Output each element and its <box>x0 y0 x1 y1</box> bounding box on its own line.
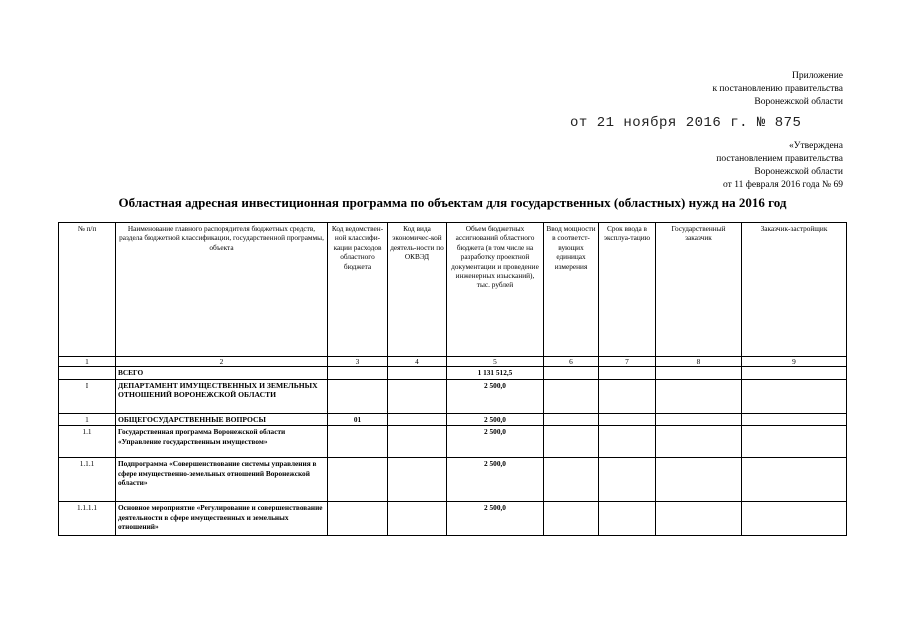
table-row <box>59 413 847 425</box>
table-row <box>59 458 847 502</box>
row-number: 1 <box>59 413 116 425</box>
row-capacity <box>544 367 599 379</box>
row-term <box>599 502 656 536</box>
column-number: 8 <box>656 357 742 367</box>
column-number: 1 <box>59 357 116 367</box>
row-name: Государственная программа Воронежской области «Управление государственным имуществом» <box>116 426 328 458</box>
header-cell: № п/п <box>59 223 116 357</box>
column-number: 3 <box>328 357 388 367</box>
row-amount: 2 500,0 <box>447 502 544 536</box>
row-term <box>599 379 656 413</box>
row-developer <box>742 458 847 502</box>
row-amount: 2 500,0 <box>447 426 544 458</box>
row-number: 1.1.1.1 <box>59 502 116 536</box>
row-name: Подпрограмма «Совершенствование системы управления в сфере имущественно-земельных отношений Воронежской области» <box>116 458 328 502</box>
header-cell: Код вида экономичес-кой деятель-ности по ОКВЭД <box>388 223 447 357</box>
row-developer <box>742 413 847 425</box>
row-code-vedom <box>328 458 388 502</box>
row-customer <box>656 502 742 536</box>
column-number: 4 <box>388 357 447 367</box>
row-term <box>599 367 656 379</box>
row-customer <box>656 379 742 413</box>
row-capacity <box>544 379 599 413</box>
row-developer <box>742 426 847 458</box>
row-code-vedom <box>328 426 388 458</box>
row-amount: 1 131 512,5 <box>447 367 544 379</box>
header-cell: Срок ввода в эксплуа-тацию <box>599 223 656 357</box>
row-term <box>599 413 656 425</box>
row-code-okved <box>388 458 447 502</box>
document-title: Областная адресная инвестиционная программа по объектам для государственных (областных) нужд на 2016 год <box>118 195 787 210</box>
table-row <box>59 426 847 458</box>
column-number: 2 <box>116 357 328 367</box>
row-developer <box>742 379 847 413</box>
column-number-row <box>59 357 847 367</box>
row-capacity <box>544 413 599 425</box>
row-name: ДЕПАРТАМЕНТ ИМУЩЕСТВЕННЫХ И ЗЕМЕЛЬНЫХ ОТНОШЕНИЙ ВОРОНЕЖСКОЙ ОБЛАСТИ <box>116 379 328 413</box>
row-name: ОБЩЕГОСУДАРСТВЕННЫЕ ВОПРОСЫ <box>116 413 328 425</box>
approval-note <box>716 140 843 192</box>
row-amount: 2 500,0 <box>447 379 544 413</box>
row-code-vedom <box>328 379 388 413</box>
row-number: 1.1 <box>59 426 116 458</box>
row-code-vedom <box>328 367 388 379</box>
header-cell: Код ведомствен-ной классифи-кации расходов областного бюджета <box>328 223 388 357</box>
resolution-date-stamp: от 21 ноября 2016 г. № 875 <box>570 115 802 131</box>
approval-line-4: от 11 февраля 2016 года № 69 <box>723 180 843 190</box>
investment-program-table <box>58 222 847 536</box>
row-code-okved <box>388 502 447 536</box>
table-row <box>59 367 847 379</box>
row-customer <box>656 367 742 379</box>
row-code-okved <box>388 367 447 379</box>
row-number: I <box>59 379 116 413</box>
approval-line-2: постановлением правительства <box>716 154 843 164</box>
header-cell: Государственный заказчик <box>656 223 742 357</box>
column-number: 9 <box>742 357 847 367</box>
row-number: 1.1.1 <box>59 458 116 502</box>
row-capacity <box>544 502 599 536</box>
row-number <box>59 367 116 379</box>
row-developer <box>742 502 847 536</box>
table-row <box>59 379 847 413</box>
appendix-line-1: Приложение <box>792 71 843 81</box>
header-cell: Заказчик-застройщик <box>742 223 847 357</box>
row-developer <box>742 367 847 379</box>
row-capacity <box>544 426 599 458</box>
appendix-note <box>712 70 843 109</box>
row-capacity <box>544 458 599 502</box>
row-term <box>599 458 656 502</box>
appendix-line-2: к постановлению правительства <box>712 84 843 94</box>
appendix-line-3: Воронежской области <box>754 97 843 107</box>
row-customer <box>656 426 742 458</box>
row-amount: 2 500,0 <box>447 413 544 425</box>
approval-line-1: «Утверждена <box>789 141 843 151</box>
row-customer <box>656 458 742 502</box>
row-name: Основное мероприятие «Регулирование и совершенствование деятельности в сфере имущественных и земельных отношений» <box>116 502 328 536</box>
header-cell: Ввод мощности в соответст-вующих единицах измерения <box>544 223 599 357</box>
column-number: 7 <box>599 357 656 367</box>
row-term <box>599 426 656 458</box>
row-customer <box>656 413 742 425</box>
row-code-okved <box>388 413 447 425</box>
approval-line-3: Воронежской области <box>754 167 843 177</box>
row-amount: 2 500,0 <box>447 458 544 502</box>
column-number: 6 <box>544 357 599 367</box>
row-code-okved <box>388 379 447 413</box>
row-code-vedom <box>328 502 388 536</box>
column-number: 5 <box>447 357 544 367</box>
header-cell: Объем бюджетных ассигнований областного бюджета (в том числе на разработку проектной документации и проведение инженерных изысканий), тыс. рублей <box>447 223 544 357</box>
table-row <box>59 502 847 536</box>
table-header-row <box>59 223 847 357</box>
row-name: ВСЕГО <box>116 367 328 379</box>
header-cell: Наименование главного распорядителя бюджетных средств, раздела бюджетной классификации, государственной программы, объекта <box>116 223 328 357</box>
row-code-okved <box>388 426 447 458</box>
row-code-vedom: 01 <box>328 413 388 425</box>
